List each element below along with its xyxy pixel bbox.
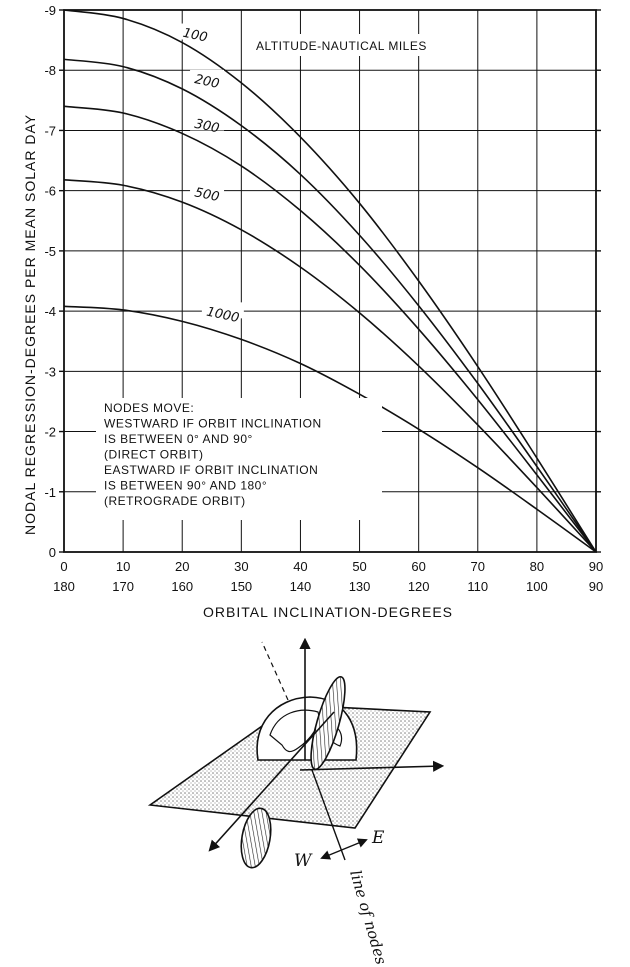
note-line: (RETROGRADE ORBIT) bbox=[104, 494, 246, 508]
x-tick-label-bottom: 150 bbox=[230, 579, 253, 594]
x-tick-label-top: 40 bbox=[293, 559, 308, 574]
series-label-300: 300 bbox=[193, 116, 221, 137]
x-tick-label-top: 0 bbox=[60, 559, 68, 574]
x-tick-label-bottom: 90 bbox=[588, 579, 604, 594]
x-tick-label-top: 30 bbox=[234, 559, 249, 574]
note-line: IS BETWEEN 0° AND 90° bbox=[104, 432, 253, 446]
x-tick-label-bottom: 180 bbox=[53, 579, 75, 594]
y-tick-label: -2 bbox=[44, 424, 56, 440]
x-axis-title: ORBITAL INCLINATION-DEGREES bbox=[203, 604, 453, 620]
note-line: IS BETWEEN 90° AND 180° bbox=[104, 478, 268, 493]
y-tick-label: -8 bbox=[44, 63, 56, 79]
west-label: W bbox=[294, 851, 312, 871]
x-tick-label-top: 60 bbox=[411, 559, 426, 574]
y-tick-label: -9 bbox=[44, 3, 56, 18]
x-tick-label-top: 10 bbox=[115, 559, 131, 574]
x-tick-label-top: 50 bbox=[352, 559, 367, 574]
y-tick-label: -5 bbox=[44, 243, 56, 259]
x-tick-label-top: 20 bbox=[174, 559, 190, 574]
series-label-200: 200 bbox=[193, 72, 221, 92]
legend-title: ALTITUDE-NAUTICAL MILES bbox=[256, 39, 427, 53]
x-tick-label-bottom: 110 bbox=[467, 579, 489, 594]
x-tick-label-bottom: 100 bbox=[526, 579, 548, 594]
orbit-diagram bbox=[150, 640, 442, 967]
x-tick-label-bottom: 170 bbox=[112, 579, 134, 594]
note-line: (DIRECT ORBIT) bbox=[104, 447, 204, 462]
east-label: E bbox=[372, 828, 385, 848]
series-label-100: 100 bbox=[181, 25, 209, 46]
x-tick-label-bottom: 160 bbox=[171, 579, 194, 594]
x-tick-label-bottom: 140 bbox=[289, 579, 312, 594]
line-of-nodes-label: line of nodes bbox=[346, 868, 391, 967]
y-tick-label: -3 bbox=[44, 364, 56, 380]
y-tick-label: -6 bbox=[44, 183, 56, 199]
y-tick-label: -1 bbox=[44, 484, 56, 500]
y-axis-title: NODAL REGRESSION-DEGREES PER MEAN SOLAR DAY bbox=[22, 113, 38, 535]
series-label-1000: 1000 bbox=[205, 304, 241, 327]
x-tick-label-bottom: 130 bbox=[348, 579, 371, 594]
note-line: NODES MOVE: bbox=[104, 401, 195, 415]
orbit-normal-dashed bbox=[262, 642, 288, 700]
series-label-500: 500 bbox=[193, 185, 221, 206]
x-tick-label-top: 90 bbox=[588, 559, 604, 574]
nodal-regression-chart bbox=[22, 3, 603, 620]
note-line: WESTWARD IF ORBIT INCLINATION bbox=[104, 416, 322, 431]
x-tick-label-top: 80 bbox=[529, 559, 545, 574]
y-tick-label: -7 bbox=[44, 123, 56, 139]
x-tick-label-bottom: 120 bbox=[407, 579, 430, 594]
series-labels bbox=[178, 24, 244, 327]
x-tick-label-top: 70 bbox=[470, 559, 486, 574]
note-line: EASTWARD IF ORBIT INCLINATION bbox=[104, 463, 319, 477]
y-tick-label: -4 bbox=[44, 304, 56, 320]
y-tick-label: 0 bbox=[48, 545, 56, 560]
